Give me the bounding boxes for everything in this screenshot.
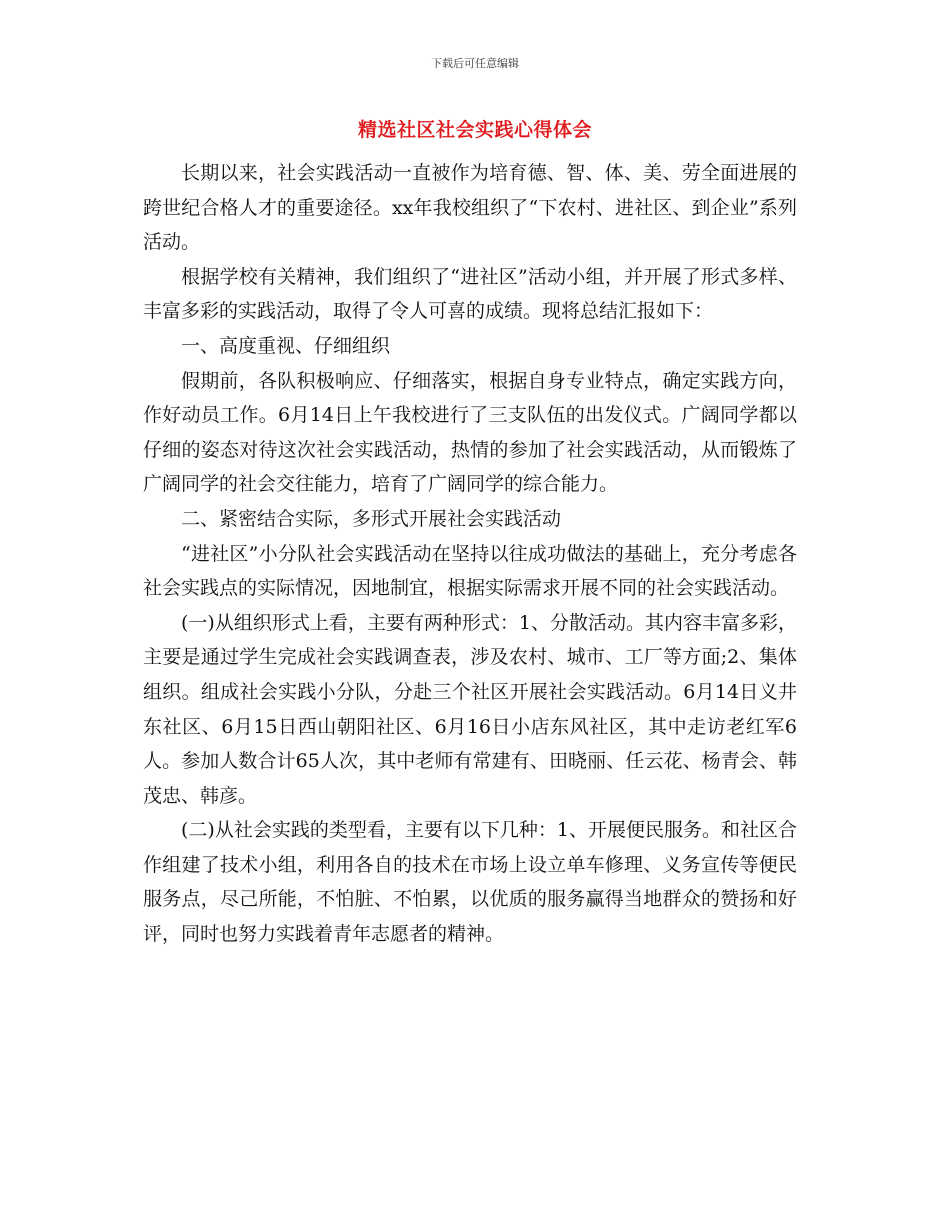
section-heading-1: 一、高度重视、仔细组织 bbox=[181, 334, 391, 357]
section-heading-2: 二、紧密结合实际，多形式开展社会实践活动 bbox=[181, 507, 562, 530]
document-body bbox=[143, 156, 797, 952]
paragraph-organization-forms: (一)从组织形式上看，主要有两种形式：1、分散活动。其内容丰富多彩，主要是通过学生完成社会实践调查表，涉及农村、城市、工厂等方面;2、集体组织。组成社会实践小分队，分赴三个社区开展社会实践活动。6月14日义井东社区、6月15日西山朝阳社区、6月16日小店东风社区，其中走访老红军6人。参加人数合计65人次，其中老师有常建有、田晓丽、任云花、杨青会、韩茂忠、韩彦。 bbox=[143, 611, 797, 807]
document-title: 精选社区社会实践心得体会 bbox=[357, 119, 592, 141]
paragraph-summary: 根据学校有关精神，我们组织了“进社区”活动小组，并开展了形式多样、丰富多彩的实践活动，取得了令人可喜的成绩。现将总结汇报如下： bbox=[143, 265, 797, 323]
paragraph-practice-types: (二)从社会实践的类型看，主要有以下几种：1、开展便民服务。和社区合作组建了技术小组，利用各自的技术在市场上设立单车修理、义务宣传等便民服务点，尽己所能，不怕脏、不怕累，以优质的服务赢得当地群众的赞扬和好评，同时也努力实践着青年志愿者的精神。 bbox=[143, 819, 797, 946]
paragraph-intro: 长期以来，社会实践活动一直被作为培育德、智、体、美、劳全面进展的跨世纪合格人才的重要途径。xx年我校组织了“下农村、进社区、到企业”系列活动。 bbox=[143, 162, 797, 254]
paragraph-preparation: 假期前，各队积极响应、仔细落实，根据自身专业特点，确定实践方向，作好动员工作。6月14日上午我校进行了三支队伍的出发仪式。广阔同学都以仔细的姿态对待这次社会实践活动，热情的参加了社会实践活动，从而锻炼了广阔同学的社会交往能力，培育了广阔同学的综合能力。 bbox=[143, 369, 797, 496]
paragraph-community-team: “进社区”小分队社会实践活动在坚持以往成功做法的基础上，充分考虑各社会实践点的实际情况，因地制宜，根据实际需求开展不同的社会实践活动。 bbox=[143, 542, 797, 600]
header-note: 下载后可任意编辑 bbox=[431, 57, 519, 70]
